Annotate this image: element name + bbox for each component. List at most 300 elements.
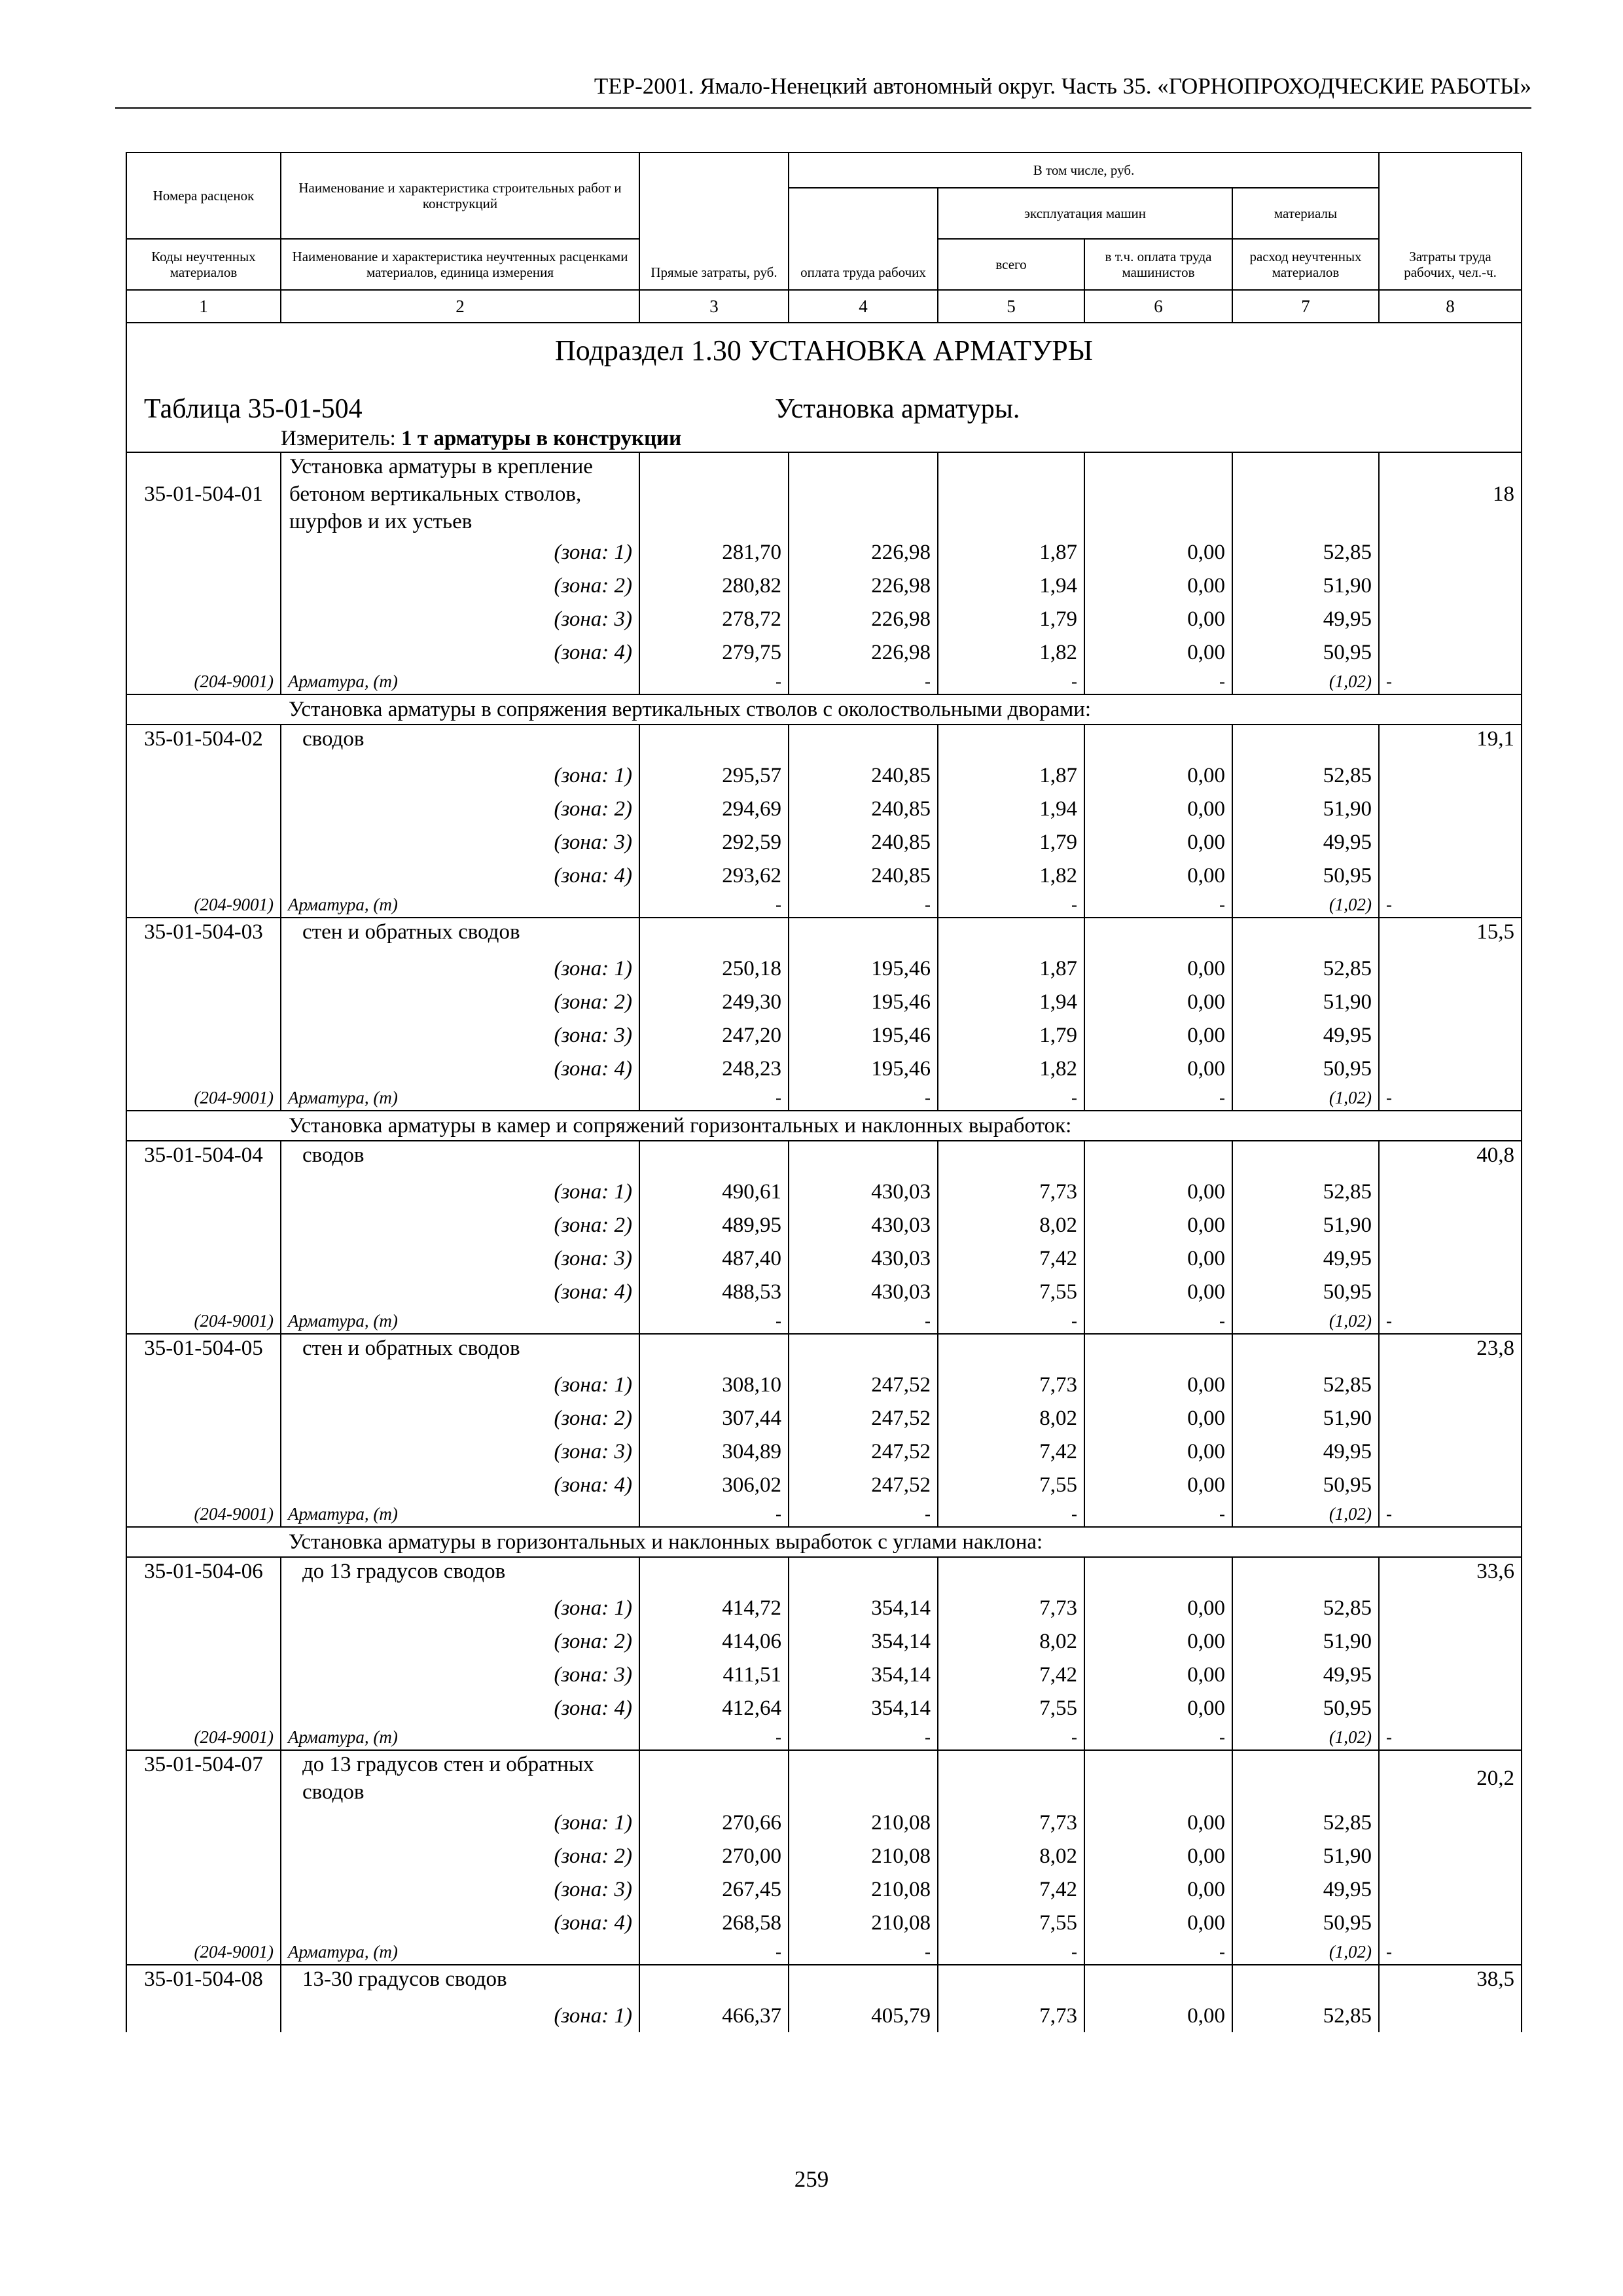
empty-cell (1379, 569, 1522, 602)
material-row (126, 1308, 1522, 1334)
material-name: Арматура, (т) (281, 1308, 639, 1334)
labor-pay-value: 430,03 (789, 1242, 938, 1275)
machinist-pay-value: 0,00 (1084, 1208, 1232, 1242)
zone-label: (зона: 4) (281, 1275, 639, 1308)
labor-pay-value: 210,08 (789, 1873, 938, 1906)
empty-cell (1232, 1750, 1379, 1806)
empty-cell (639, 918, 789, 952)
document-title: ТЕР-2001. Ямало-Ненецкий автономный округ. Часть 35. «ГОРНОПРОХОДЧЕСКИЕ РАБОТЫ» (594, 73, 1531, 99)
empty-cell (1379, 1839, 1522, 1873)
material-name: Арматура, (т) (281, 892, 639, 918)
labor-pay-value: 247,52 (789, 1401, 938, 1435)
rate-code: 35-01-504-04 (126, 1141, 281, 1175)
direct-costs-value: 487,40 (639, 1242, 789, 1275)
direct-costs-value: 279,75 (639, 636, 789, 669)
empty-cell (1379, 1435, 1522, 1468)
materials-value: 52,85 (1232, 1591, 1379, 1624)
material-code: (204-9001) (126, 1085, 281, 1111)
col-header-machine-operation: эксплуатация машин (938, 188, 1232, 239)
labor-pay-value: 354,14 (789, 1624, 938, 1658)
rates-table (126, 152, 1522, 2032)
materials-value: 51,90 (1232, 985, 1379, 1018)
materials-value: 50,95 (1232, 1468, 1379, 1501)
material-dash: - (1379, 1725, 1522, 1750)
material-code: (204-9001) (126, 1501, 281, 1527)
empty-cell (1084, 1557, 1232, 1591)
col-header-material-usage: расход неучтенных материалов (1232, 239, 1379, 290)
empty-cell (789, 1557, 938, 1591)
direct-costs-value: 306,02 (639, 1468, 789, 1501)
material-dash: - (1084, 892, 1232, 918)
labor-pay-value: 226,98 (789, 636, 938, 669)
machine-total-value: 1,94 (938, 792, 1084, 825)
group-title-row (126, 1527, 1522, 1557)
group-title-row (126, 1111, 1522, 1141)
machine-total-value: 1,82 (938, 636, 1084, 669)
empty-cell (126, 985, 281, 1018)
materials-value: 49,95 (1232, 1873, 1379, 1906)
column-numbers-row (126, 290, 1522, 323)
machinist-pay-value: 0,00 (1084, 535, 1232, 569)
empty-cell (1379, 1468, 1522, 1501)
zone-row (126, 535, 1522, 569)
machine-total-value: 7,73 (938, 1368, 1084, 1401)
empty-cell (1379, 825, 1522, 859)
material-dash: - (1084, 1085, 1232, 1111)
empty-cell (1379, 602, 1522, 636)
empty-cell (1232, 452, 1379, 535)
machine-total-value: 1,79 (938, 825, 1084, 859)
zone-label: (зона: 3) (281, 1658, 639, 1691)
empty-cell (789, 1965, 938, 1999)
material-dash: - (1084, 1725, 1232, 1750)
zone-label: (зона: 3) (281, 602, 639, 636)
empty-cell (126, 1018, 281, 1052)
labor-pay-value: 210,08 (789, 1806, 938, 1839)
material-row (126, 892, 1522, 918)
materials-value: 50,95 (1232, 1275, 1379, 1308)
material-name: Арматура, (т) (281, 669, 639, 694)
col-header-material-codes: Коды неучтенных материалов (126, 239, 281, 290)
materials-value: 49,95 (1232, 1242, 1379, 1275)
col-number: 7 (1232, 290, 1379, 323)
page-number: 259 (794, 2166, 829, 2192)
materials-value: 52,85 (1232, 1999, 1379, 2032)
empty-cell (1379, 1691, 1522, 1725)
zone-label: (зона: 2) (281, 792, 639, 825)
material-row (126, 1085, 1522, 1111)
labor-pay-value: 195,46 (789, 1052, 938, 1085)
material-row (126, 669, 1522, 694)
rate-description: до 13 градусов сводов (281, 1557, 639, 1591)
materials-value: 51,90 (1232, 569, 1379, 602)
labor-pay-value: 354,14 (789, 1591, 938, 1624)
empty-cell (1084, 452, 1232, 535)
empty-cell (126, 1208, 281, 1242)
group-spacer (126, 1527, 281, 1557)
labor-pay-value: 210,08 (789, 1839, 938, 1873)
empty-cell (126, 792, 281, 825)
material-dash: - (1379, 669, 1522, 694)
empty-cell (639, 452, 789, 535)
empty-cell (126, 602, 281, 636)
empty-cell (1379, 859, 1522, 892)
zone-label: (зона: 2) (281, 1624, 639, 1658)
material-usage: (1,02) (1232, 1939, 1379, 1965)
materials-value: 52,85 (1232, 1368, 1379, 1401)
zone-row (126, 952, 1522, 985)
materials-value: 49,95 (1232, 1435, 1379, 1468)
materials-value: 51,90 (1232, 1624, 1379, 1658)
zone-label: (зона: 2) (281, 1401, 639, 1435)
direct-costs-value: 412,64 (639, 1691, 789, 1725)
empty-cell (126, 759, 281, 792)
machine-total-value: 7,42 (938, 1242, 1084, 1275)
materials-value: 49,95 (1232, 602, 1379, 636)
empty-cell (938, 725, 1084, 759)
labor-pay-value: 247,52 (789, 1468, 938, 1501)
col-header-total: всего (938, 239, 1084, 290)
labor-costs: 40,8 (1379, 1141, 1522, 1175)
col-number: 5 (938, 290, 1084, 323)
empty-cell (126, 1658, 281, 1691)
machinist-pay-value: 0,00 (1084, 985, 1232, 1018)
machinist-pay-value: 0,00 (1084, 1435, 1232, 1468)
labor-pay-value: 240,85 (789, 759, 938, 792)
zone-label: (зона: 3) (281, 1435, 639, 1468)
empty-cell (126, 636, 281, 669)
machine-total-value: 1,87 (938, 952, 1084, 985)
rate-description: сводов (281, 1141, 639, 1175)
material-code: (204-9001) (126, 1308, 281, 1334)
unit-row (281, 425, 1522, 452)
labor-costs: 19,1 (1379, 725, 1522, 759)
labor-pay-value: 430,03 (789, 1275, 938, 1308)
machine-total-value: 7,55 (938, 1275, 1084, 1308)
direct-costs-value: 466,37 (639, 1999, 789, 2032)
material-dash: - (639, 892, 789, 918)
machinist-pay-value: 0,00 (1084, 636, 1232, 669)
empty-cell (639, 1750, 789, 1806)
group-title: Установка арматуры в сопряжения вертикальных стволов с околоствольными дворами: (281, 694, 1522, 725)
zone-label: (зона: 1) (281, 1999, 639, 2032)
table-label: Таблица 35-01-504 (144, 394, 363, 424)
rate-description: стен и обратных сводов (281, 918, 639, 952)
empty-cell (1379, 1275, 1522, 1308)
zone-row (126, 569, 1522, 602)
material-dash: - (938, 1085, 1084, 1111)
empty-cell (126, 569, 281, 602)
machinist-pay-value: 0,00 (1084, 1839, 1232, 1873)
zone-label: (зона: 3) (281, 1873, 639, 1906)
labor-costs: 18 (1379, 452, 1522, 535)
empty-cell (1379, 952, 1522, 985)
machinist-pay-value: 0,00 (1084, 1591, 1232, 1624)
machinist-pay-value: 0,00 (1084, 1175, 1232, 1208)
empty-cell (1084, 1965, 1232, 1999)
empty-cell (126, 1368, 281, 1401)
unit-value: 1 т арматуры в конструкции (401, 427, 682, 450)
rate-description: до 13 градусов стен и обратных сводов (281, 1750, 639, 1806)
materials-value: 51,90 (1232, 1208, 1379, 1242)
empty-cell (639, 1334, 789, 1368)
zone-label: (зона: 1) (281, 1591, 639, 1624)
direct-costs-value: 308,10 (639, 1368, 789, 1401)
material-usage: (1,02) (1232, 892, 1379, 918)
empty-cell (789, 452, 938, 535)
zone-row (126, 1435, 1522, 1468)
zone-label: (зона: 2) (281, 1839, 639, 1873)
zone-label: (зона: 2) (281, 985, 639, 1018)
zone-label: (зона: 4) (281, 1468, 639, 1501)
materials-value: 52,85 (1232, 535, 1379, 569)
empty-cell (1379, 1175, 1522, 1208)
machine-total-value: 8,02 (938, 1208, 1084, 1242)
material-dash: - (789, 1939, 938, 1965)
direct-costs-value: 249,30 (639, 985, 789, 1018)
unit-label: Измеритель: (281, 427, 396, 450)
table-name: Установка арматуры. (775, 394, 1020, 424)
group-title: Установка арматуры в горизонтальных и наклонных выработок с углами наклона: (281, 1527, 1522, 1557)
machine-total-value: 7,73 (938, 1591, 1084, 1624)
empty-cell (938, 1557, 1084, 1591)
labor-pay-value: 247,52 (789, 1435, 938, 1468)
empty-cell (126, 1806, 281, 1839)
material-name: Арматура, (т) (281, 1725, 639, 1750)
zone-row (126, 1208, 1522, 1242)
col-header-direct-costs: Прямые затраты, руб. (639, 152, 789, 290)
empty-cell (938, 1334, 1084, 1368)
machine-total-value: 7,73 (938, 1175, 1084, 1208)
machinist-pay-value: 0,00 (1084, 1624, 1232, 1658)
machine-total-value: 1,94 (938, 569, 1084, 602)
empty-cell (1232, 1334, 1379, 1368)
empty-cell (938, 918, 1084, 952)
materials-value: 52,85 (1232, 1175, 1379, 1208)
col-header-labor-costs: Затраты труда рабочих, чел.-ч. (1379, 152, 1522, 290)
zone-label: (зона: 1) (281, 759, 639, 792)
empty-cell (1379, 1999, 1522, 2032)
labor-pay-value: 210,08 (789, 1906, 938, 1939)
empty-cell (126, 1401, 281, 1435)
empty-cell (126, 1435, 281, 1468)
machine-total-value: 8,02 (938, 1401, 1084, 1435)
empty-cell (1379, 759, 1522, 792)
material-dash: - (1379, 1501, 1522, 1527)
labor-pay-value: 226,98 (789, 535, 938, 569)
empty-cell (1379, 1401, 1522, 1435)
empty-cell (1379, 1018, 1522, 1052)
empty-cell (1084, 1334, 1232, 1368)
empty-cell (938, 1750, 1084, 1806)
empty-cell (1379, 1591, 1522, 1624)
machinist-pay-value: 0,00 (1084, 1906, 1232, 1939)
empty-cell (639, 1141, 789, 1175)
col-number: 4 (789, 290, 938, 323)
empty-cell (126, 952, 281, 985)
direct-costs-value: 411,51 (639, 1658, 789, 1691)
material-code: (204-9001) (126, 892, 281, 918)
direct-costs-value: 414,72 (639, 1591, 789, 1624)
empty-cell (1379, 1873, 1522, 1906)
material-name: Арматура, (т) (281, 1501, 639, 1527)
section-title: Подраздел 1.30 УСТАНОВКА АРМАТУРЫ (126, 323, 1522, 369)
material-usage: (1,02) (1232, 1501, 1379, 1527)
material-dash: - (938, 1725, 1084, 1750)
unit-row-spacer (126, 425, 281, 452)
table-body (126, 323, 1522, 2032)
zone-label: (зона: 4) (281, 636, 639, 669)
direct-costs-value: 489,95 (639, 1208, 789, 1242)
materials-value: 50,95 (1232, 636, 1379, 669)
zone-row (126, 1906, 1522, 1939)
labor-pay-value: 405,79 (789, 1999, 938, 2032)
machinist-pay-value: 0,00 (1084, 1052, 1232, 1085)
empty-cell (1379, 1368, 1522, 1401)
material-dash: - (789, 1501, 938, 1527)
machinist-pay-value: 0,00 (1084, 759, 1232, 792)
machine-total-value: 1,79 (938, 1018, 1084, 1052)
rate-description: сводов (281, 725, 639, 759)
materials-value: 49,95 (1232, 1018, 1379, 1052)
labor-costs: 38,5 (1379, 1965, 1522, 1999)
col-number: 6 (1084, 290, 1232, 323)
labor-pay-value: 430,03 (789, 1208, 938, 1242)
machine-total-value: 8,02 (938, 1624, 1084, 1658)
labor-pay-value: 240,85 (789, 859, 938, 892)
machine-total-value: 1,82 (938, 1052, 1084, 1085)
col-header-rate-numbers: Номера расценок (126, 152, 281, 239)
zone-row (126, 1242, 1522, 1275)
material-dash: - (1084, 1939, 1232, 1965)
rate-row (126, 1141, 1522, 1175)
direct-costs-value: 281,70 (639, 535, 789, 569)
empty-cell (126, 825, 281, 859)
zone-label: (зона: 4) (281, 1691, 639, 1725)
zone-row (126, 602, 1522, 636)
direct-costs-value: 278,72 (639, 602, 789, 636)
zone-row (126, 825, 1522, 859)
labor-pay-value: 354,14 (789, 1691, 938, 1725)
materials-value: 50,95 (1232, 1052, 1379, 1085)
material-usage: (1,02) (1232, 1308, 1379, 1334)
machine-total-value: 8,02 (938, 1839, 1084, 1873)
col-header-machinist-pay: в т.ч. оплата труда машинистов (1084, 239, 1232, 290)
empty-cell (126, 1052, 281, 1085)
group-spacer (126, 1111, 281, 1141)
empty-cell (1379, 1242, 1522, 1275)
material-dash: - (789, 892, 938, 918)
direct-costs-value: 280,82 (639, 569, 789, 602)
empty-cell (1379, 1624, 1522, 1658)
col-number: 8 (1379, 290, 1522, 323)
rate-row (126, 918, 1522, 952)
labor-pay-value: 226,98 (789, 569, 938, 602)
zone-row (126, 1591, 1522, 1624)
labor-pay-value: 195,46 (789, 952, 938, 985)
machinist-pay-value: 0,00 (1084, 602, 1232, 636)
labor-pay-value: 247,52 (789, 1368, 938, 1401)
machinist-pay-value: 0,00 (1084, 1873, 1232, 1906)
direct-costs-value: 293,62 (639, 859, 789, 892)
material-row (126, 1725, 1522, 1750)
empty-cell (1379, 985, 1522, 1018)
zone-label: (зона: 1) (281, 952, 639, 985)
material-dash: - (938, 1308, 1084, 1334)
zone-row (126, 1275, 1522, 1308)
col-number: 3 (639, 290, 789, 323)
rate-code: 35-01-504-02 (126, 725, 281, 759)
labor-pay-value: 226,98 (789, 602, 938, 636)
rate-code: 35-01-504-01 (126, 452, 281, 535)
zone-row (126, 1839, 1522, 1873)
direct-costs-value: 267,45 (639, 1873, 789, 1906)
col-header-materials: материалы (1232, 188, 1379, 239)
material-code: (204-9001) (126, 669, 281, 694)
machine-total-value: 7,73 (938, 1806, 1084, 1839)
direct-costs-value: 488,53 (639, 1275, 789, 1308)
machine-total-value: 1,79 (938, 602, 1084, 636)
empty-cell (1232, 1557, 1379, 1591)
empty-cell (126, 1275, 281, 1308)
machine-total-value: 7,55 (938, 1468, 1084, 1501)
empty-cell (1084, 725, 1232, 759)
material-dash: - (639, 1501, 789, 1527)
materials-value: 52,85 (1232, 952, 1379, 985)
labor-pay-value: 240,85 (789, 792, 938, 825)
table-title-row (126, 369, 1522, 425)
rate-code: 35-01-504-08 (126, 1965, 281, 1999)
empty-cell (1232, 725, 1379, 759)
zone-row (126, 1468, 1522, 1501)
empty-cell (126, 1468, 281, 1501)
zone-row (126, 1368, 1522, 1401)
empty-cell (126, 1839, 281, 1873)
materials-value: 49,95 (1232, 1658, 1379, 1691)
labor-costs: 20,2 (1379, 1750, 1522, 1806)
labor-pay-value: 240,85 (789, 825, 938, 859)
zone-label: (зона: 1) (281, 1368, 639, 1401)
labor-costs: 33,6 (1379, 1557, 1522, 1591)
rate-code: 35-01-504-07 (126, 1750, 281, 1806)
direct-costs-value: 307,44 (639, 1401, 789, 1435)
material-dash: - (1084, 1308, 1232, 1334)
empty-cell (1379, 1906, 1522, 1939)
zone-row (126, 1624, 1522, 1658)
col-number: 1 (126, 290, 281, 323)
machinist-pay-value: 0,00 (1084, 1658, 1232, 1691)
zone-row (126, 1052, 1522, 1085)
material-dash: - (789, 669, 938, 694)
material-dash: - (1379, 1939, 1522, 1965)
direct-costs-value: 490,61 (639, 1175, 789, 1208)
zone-row (126, 1018, 1522, 1052)
col-number: 2 (281, 290, 639, 323)
machine-total-value: 7,55 (938, 1691, 1084, 1725)
materials-value: 50,95 (1232, 1906, 1379, 1939)
empty-cell (1379, 1208, 1522, 1242)
zone-row (126, 859, 1522, 892)
material-code: (204-9001) (126, 1939, 281, 1965)
zone-row (126, 792, 1522, 825)
empty-cell (1232, 1141, 1379, 1175)
direct-costs-value: 414,06 (639, 1624, 789, 1658)
material-dash: - (639, 1085, 789, 1111)
materials-value: 51,90 (1232, 1839, 1379, 1873)
machinist-pay-value: 0,00 (1084, 1468, 1232, 1501)
materials-value: 52,85 (1232, 1806, 1379, 1839)
rate-description: стен и обратных сводов (281, 1334, 639, 1368)
